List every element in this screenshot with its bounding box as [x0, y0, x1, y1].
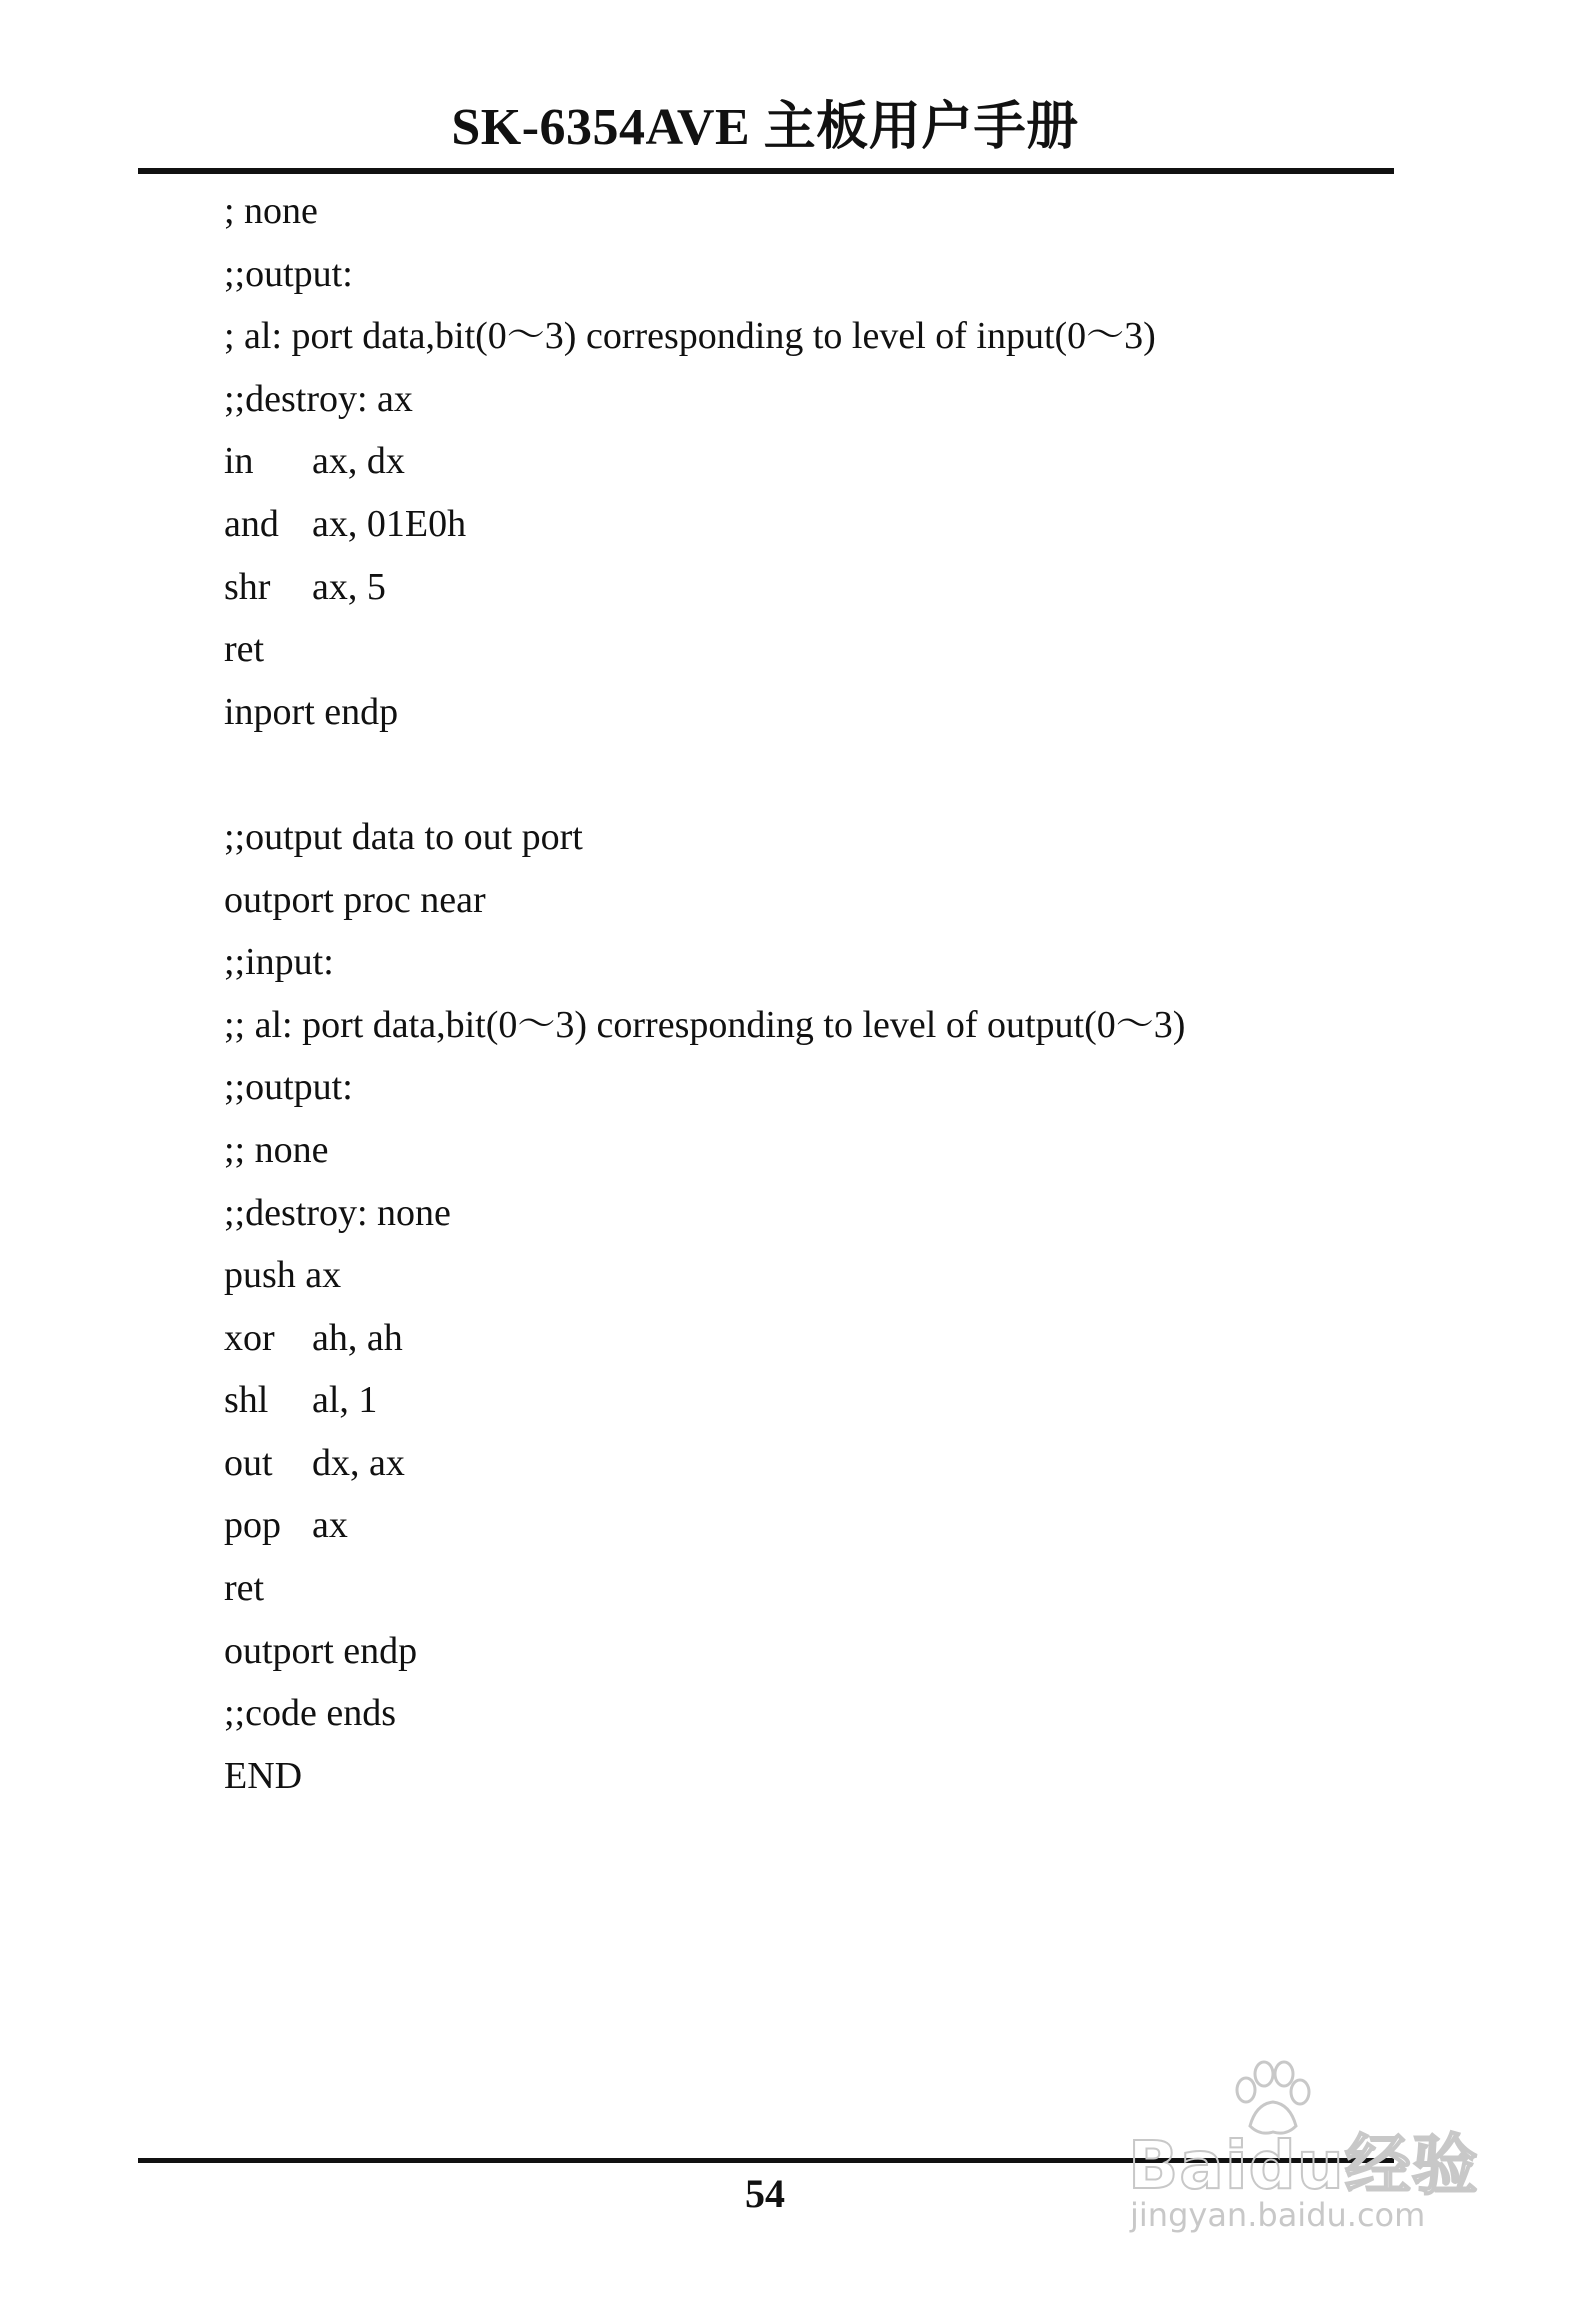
code-line [224, 430, 1424, 493]
page-header-title: SK-6354AVE 主板用户手册 [451, 99, 1079, 156]
code-listing [224, 180, 1424, 1807]
page-number: 54 [745, 2171, 785, 2216]
code-line: inport endp [224, 690, 399, 733]
code-line: ; al: port data,bit(0～3) corresponding to level of input(0～3) [224, 315, 1156, 358]
code-line: outport endp [224, 1629, 418, 1672]
code-line: ;;code ends [224, 1692, 397, 1735]
code-opcode: shl [224, 1379, 269, 1422]
code-opcode: out [224, 1441, 273, 1484]
code-line: ;;input: [224, 941, 334, 984]
code-line: ;;output: [224, 252, 353, 295]
watermark-logo-text: Baidu经验 [1128, 2127, 1479, 2204]
code-line: ;;output data to out port [224, 815, 583, 858]
baidu-jingyan-watermark [1128, 2060, 1488, 2260]
code-operands: ax, 01E0h [312, 502, 467, 545]
code-line: ;; none [224, 1128, 329, 1171]
code-line [224, 556, 1424, 619]
code-operands: ax, dx [312, 440, 405, 483]
code-line: ret [224, 628, 265, 671]
code-line: ret [224, 1567, 265, 1610]
code-line: END [224, 1754, 303, 1797]
code-operands: ah, ah [312, 1316, 403, 1359]
code-line [224, 1369, 1424, 1432]
code-opcode: and [224, 502, 279, 545]
code-line: ;; al: port data,bit(0～3) corresponding to level of output(0～3) [224, 1003, 1186, 1046]
code-operands: dx, ax [312, 1441, 405, 1484]
code-line: ;;output: [224, 1066, 353, 1109]
code-opcode: xor [224, 1316, 275, 1359]
code-line [224, 1494, 1424, 1557]
code-opcode: pop [224, 1504, 281, 1547]
code-opcode: in [224, 440, 254, 483]
code-operands: al, 1 [312, 1379, 378, 1422]
code-line [224, 1307, 1424, 1370]
code-operands: ax [312, 1504, 348, 1547]
code-line: ; none [224, 190, 318, 232]
header-divider [138, 168, 1394, 174]
code-line: outport proc near [224, 878, 486, 921]
code-line: push ax [224, 1254, 342, 1297]
code-line: ;;destroy: none [224, 1191, 451, 1234]
code-line [224, 1432, 1424, 1495]
code-line: ;;destroy: ax [224, 377, 413, 420]
blank-line [224, 743, 1424, 806]
code-line [224, 493, 1424, 556]
watermark-url: jingyan.baidu.com [1130, 2196, 1426, 2234]
code-operands: ax, 5 [312, 565, 386, 608]
code-opcode: shr [224, 565, 271, 608]
